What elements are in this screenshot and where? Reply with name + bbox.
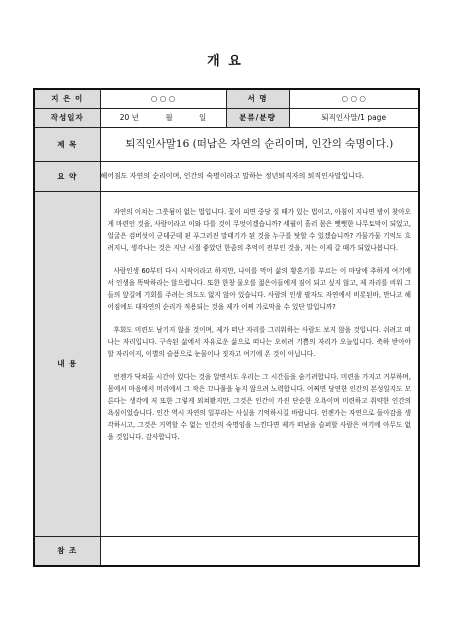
content-body	[100, 191, 419, 536]
editor-value: ○ ○ ○	[289, 89, 419, 108]
content-label: 내 용	[34, 191, 100, 536]
category-value: 퇴직인사말/1 page	[289, 108, 419, 127]
doc-title-label: 제 목	[34, 127, 100, 161]
content-paragraph-1: 자연의 이치는 그릇됨이 없는 법입니다. 꽃이 피면 중당 질 때가 있는 법이고, 아침이 지나면 밤이 찾아오게 마련인 것을, 사람이라고 이와 다를 것이 무엇이겠습니까? 세월이 흘러 몸은 뻣뻣한 나무토막이 되었고, 얼굴은 검버섯이 군데군데 핀 푸그러진 말태기가 된 것을 누구를 탓할 수 있겠습니까? 가물가물 기억도 흐려지니, 생각나는 것은 지난 시절 좋았던 한줌의 추억이 전부인 것을, 저는 이제 갈 때가 되었나봅니다.	[107, 207, 411, 252]
author-value: ○ ○ ○	[100, 89, 226, 108]
content-paragraph-4: 언젠가 닥쳐올 시간이 있다는 것을 알면서도 우리는 그 시간들을 숨기려합니다. 미련을 가지고 거부하며, 몸에서 마음에서 머리에서 그 작은 끄나풀을 놓지 않으려 노력합니다. 어쩌면 당연한 인간의 본성일지도 모른다는 생각에 저 또한 그렇게 외쳐봤지만, 그것은 인간이 가진 단순한 오욕이며 미련하고 취약한 인간의 욕심이었습니다. 인간 역시 자연의 일부라는 사실을 기억하시길 바랍니다. 언젠가는 자연으로 돌아감을 생각하시고, 그것은 거역할 수 없는 인간의 숙명임을 느낀다면 제가 떠남을 슬퍼할 사람은 여기에 아무도 없을 것입니다. 감사합니다.	[107, 372, 411, 441]
date-row	[34, 108, 419, 127]
editor-label: 서 명	[226, 89, 289, 108]
reference-value	[100, 536, 419, 566]
date-month: 월	[165, 113, 173, 122]
author-label: 지 은 이	[34, 89, 100, 108]
date-label: 작성일자	[34, 108, 100, 127]
date-value	[100, 108, 226, 127]
date-day: 일	[199, 113, 207, 122]
content-paragraph-2: 사람인생 60부터 다시 시작이라고 하지만, 나이를 먹어 삶의 황혼기를 부르는 이 마당에 추하게 여기에서 인생을 똑딱하라는 않으렵니다. 또한 한창 물오를 젊은이들에게 짐이 되고 싶지 않고, 제 자리를 비워 그들의 앞길에 기회를 주려는 의도도 없지 않아 있습니다. 사람의 인생 팔자도 자연에서 비롯된바, 만나고 헤어짐에도 대자연의 순리가 적용되는 것을 제가 어찌 가로막을 수 있단 말입니까?	[107, 266, 411, 311]
author-row	[34, 89, 419, 108]
summary-table	[33, 88, 420, 567]
title-row	[34, 127, 419, 161]
summary-label: 요 약	[34, 161, 100, 191]
date-year: 20 년	[119, 113, 139, 122]
content-paragraph-3: 후회도 미련도 남기지 않을 것이며, 제가 떠난 자리를 그리워하는 사람도 보지 않을 것입니다. 쉬려고 떠나는 자리입니다. 구속된 삶에서 자유로운 삶으로 떠나는 오히려 기쁨의 자리가 오늘입니다. 축하 받아야 할 자리이지, 이별의 슬픔으로 눈물이나 짓자고 여기에 온 것이 아닙니다.	[107, 325, 411, 358]
page-title: 개 요	[207, 54, 243, 69]
doc-title-value: 퇴직인사말16 (떠남은 자연의 순리이며, 인간의 숙명이다.)	[100, 127, 419, 161]
reference-row	[34, 536, 419, 566]
category-label: 분류/분량	[226, 108, 289, 127]
reference-label: 참 조	[34, 536, 100, 566]
summary-row	[34, 161, 419, 191]
summary-value: 헤어짐도 자연의 순리이며, 인간의 숙명이라고 말하는 정년퇴직자의 퇴직인사말입니다.	[100, 161, 419, 191]
content-row	[34, 191, 419, 536]
